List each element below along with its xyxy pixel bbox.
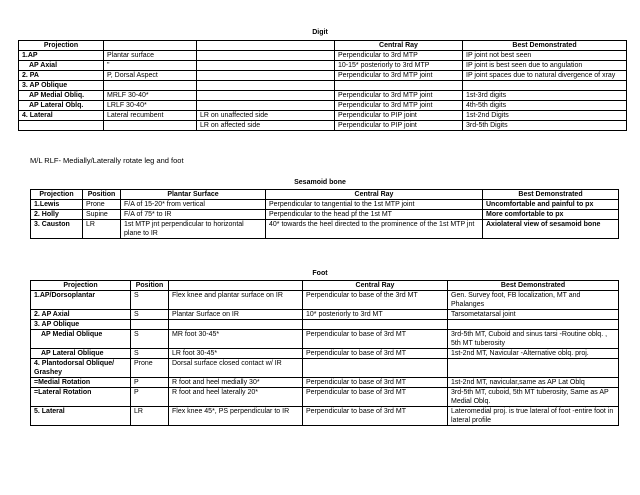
digit-title: Digit [312,29,328,36]
sesamoid-title: Sesamoid bone [294,179,346,186]
table-row [19,121,627,131]
table-cell [303,320,448,330]
table-cell: 4. Plantodorsal Oblique/ Grashey [31,359,131,378]
table-cell: IP joint spaces due to natural divergence of xray [463,71,627,81]
table-cell: 1.AP [19,51,104,61]
table-row [19,91,627,101]
table-cell: " [104,61,197,71]
table-cell: 4th-5th digits [463,101,627,111]
table-cell: Uncomfortable and painful to px [483,200,619,210]
table-cell: MR foot 30-45* [169,330,303,349]
table-cell: 2. Holly [31,210,83,220]
table-cell: Perpendicular to tangential to the 1st MTP joint [266,200,483,210]
table-cell: P [131,388,169,407]
table-cell: IP joint is best seen due to angulation [463,61,627,71]
table-cell [303,359,448,378]
table-cell: Prone [83,200,121,210]
table-cell: 3rd-5th MT, cuboid, 5th MT tuberosity, Same as AP Medial Oblq. [448,388,619,407]
table-cell: Plantar surface [104,51,197,61]
table-row [31,378,619,388]
table-cell: LR on affected side [197,121,335,131]
table-cell: F/A of 15-20* from vertical [121,200,266,210]
col-header [197,41,335,51]
table-cell: =Lateral Rotation [31,388,131,407]
table-cell: AP Medial Oblique [31,330,131,349]
table-cell: 1st-2nd MT, navicular,same as AP Lat Oblq [448,378,619,388]
table-row [31,210,619,220]
table-row [31,359,619,378]
table-row [31,200,619,210]
table-row [31,330,619,349]
table-cell: 1st-2nd Digits [463,111,627,121]
table-cell: Perpendicular to base of 3rd MT [303,407,448,426]
table-cell: LR [83,220,121,239]
table-cell: Dorsal surface closed contact w/ IR [169,359,303,378]
table-cell [197,51,335,61]
table-cell: R foot and heel laterally 20* [169,388,303,407]
table-cell: Perpendicular to base of 3rd MT [303,378,448,388]
table-cell [197,61,335,71]
table-row [31,388,619,407]
table-row [31,349,619,359]
table-cell: MRLF 30-40* [104,91,197,101]
table-cell: 1.Lewis [31,200,83,210]
table-cell: Perpendicular to 3rd MTP [335,51,463,61]
table-cell: 3. AP Oblique [19,81,104,91]
table-cell [169,320,303,330]
table-cell: Lateral recumbent [104,111,197,121]
table-cell: 10-15* posteriorly to 3rd MTP [335,61,463,71]
table-row [31,220,619,239]
table-cell: Perpendicular to base of 3rd MT [303,349,448,359]
table-cell: 1st-3rd digits [463,91,627,101]
table-header-row [31,281,619,291]
table-cell [19,121,104,131]
col-header: Central Ray [335,41,463,51]
table-cell: Perpendicular to PIP joint [335,111,463,121]
col-header [169,281,303,291]
table-cell [131,320,169,330]
table-cell: 1st-2nd MT, Navicular -Alternative oblq. proj. [448,349,619,359]
digit-note: M/L RLF- Medially/Laterally rotate leg and foot [30,156,184,165]
table-cell: Perpendicular to 3rd MTP joint [335,91,463,101]
table-cell: More comfortable to px [483,210,619,220]
col-header: Plantar Surface [121,190,266,200]
table-cell [197,101,335,111]
table-row [31,407,619,426]
table-row [31,320,619,330]
table-cell: IP joint not best seen [463,51,627,61]
table-cell: 3. AP Oblique [31,320,131,330]
table-cell: Perpendicular to the head pf the 1st MT [266,210,483,220]
table-cell: AP Axial [19,61,104,71]
table-cell: R foot and heel medially 30* [169,378,303,388]
col-header: Position [131,281,169,291]
table-row [19,101,627,111]
table-cell: Perpendicular to base of the 3rd MT [303,291,448,310]
table-cell: 1.AP/Dorsoplantar [31,291,131,310]
table-cell: Perpendicular to base of 3rd MT [303,330,448,349]
table-cell: Plantar Surface on IR [169,310,303,320]
table-cell: =Medial Rotation [31,378,131,388]
col-header: Central Ray [266,190,483,200]
foot-title: Foot [312,270,328,277]
table-cell: 2. PA [19,71,104,81]
table-cell: 3rd-5th Digits [463,121,627,131]
col-header: Position [83,190,121,200]
table-header-row [31,190,619,200]
table-row [19,71,627,81]
table-row [31,291,619,310]
table-cell: S [131,310,169,320]
table-cell [197,91,335,101]
table-cell: 3rd-5th MT, Cuboid and sinus tarsi -Routine oblq. , 5th MT tuberosity [448,330,619,349]
table-cell: 3. Causton [31,220,83,239]
table-cell: 10* posteriorly to 3rd MT [303,310,448,320]
table-cell: Perpendicular to 3rd MTP joint [335,101,463,111]
sesamoid-table [30,189,619,239]
col-header: Best Demonstrated [463,41,627,51]
table-cell: Perpendicular to PIP joint [335,121,463,131]
foot-table [30,280,619,426]
table-cell: P [131,378,169,388]
table-cell [448,359,619,378]
table-header-row [19,41,627,51]
col-header: Projection [31,281,131,291]
table-cell [197,81,335,91]
table-cell [104,81,197,91]
col-header: Projection [31,190,83,200]
table-cell: P, Dorsal Aspect [104,71,197,81]
table-cell: LR [131,407,169,426]
table-cell: S [131,349,169,359]
table-cell: Flex knee 45*, PS perpendicular to IR [169,407,303,426]
table-cell: S [131,291,169,310]
col-header: Projection [19,41,104,51]
table-cell: 2. AP Axial [31,310,131,320]
table-cell: Perpendicular to base of 3rd MT [303,388,448,407]
col-header: Central Ray [303,281,448,291]
table-cell [197,71,335,81]
table-cell: Flex knee and plantar surface on IR [169,291,303,310]
table-cell: Lateromedial proj. is true lateral of foot -entire foot in lateral profile [448,407,619,426]
table-cell: Perpendicular to 3rd MTP joint [335,71,463,81]
table-cell: 1st MTP jnt perpendicular to horizontal plane to IR [121,220,266,239]
table-cell: LRLF 30-40* [104,101,197,111]
table-cell: 5. Lateral [31,407,131,426]
table-cell: AP Lateral Oblq. [19,101,104,111]
table-cell [463,81,627,91]
table-cell [448,320,619,330]
table-cell: F/A of 75* to IR [121,210,266,220]
table-row [19,111,627,121]
table-row [19,51,627,61]
table-cell: Tarsometatarsal joint [448,310,619,320]
table-cell: AP Lateral Oblique [31,349,131,359]
col-header: Best Demonstrated [483,190,619,200]
table-cell [335,81,463,91]
col-header [104,41,197,51]
table-cell: S [131,330,169,349]
table-row [31,310,619,320]
table-cell: 4. Lateral [19,111,104,121]
table-cell: LR on unaffected side [197,111,335,121]
table-row [19,81,627,91]
table-cell: Supine [83,210,121,220]
table-cell: Axiolateral view of sesamoid bone [483,220,619,239]
table-row [19,61,627,71]
table-cell: Gen. Survey foot, FB localization, MT and Phalanges [448,291,619,310]
col-header: Best Demonstrated [448,281,619,291]
table-cell: AP Medial Obliq. [19,91,104,101]
table-cell: Prone [131,359,169,378]
table-cell: 40* towards the heel directed to the prominence of the 1st MTP jnt [266,220,483,239]
table-cell [104,121,197,131]
digit-table [18,40,627,131]
table-cell: LR foot 30-45* [169,349,303,359]
